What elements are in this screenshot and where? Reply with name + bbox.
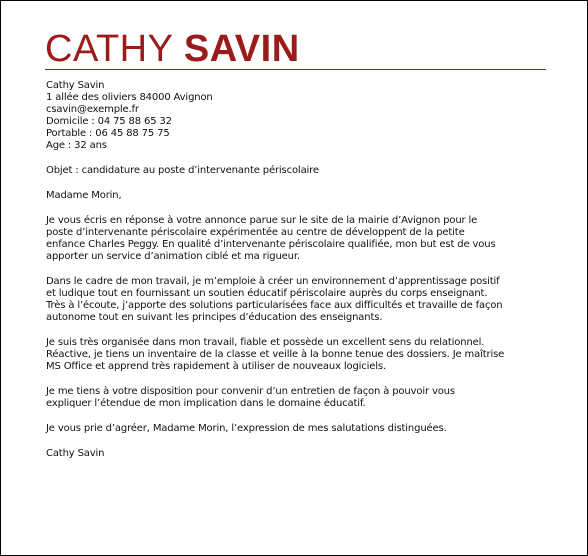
paragraph-line: Je suis très organisée dans mon travail, fiable et possède un excellent sens du relationnel. [46,337,485,348]
letter-paragraph [46,215,541,263]
letter-paragraph [46,337,541,373]
paragraph-line: Dans le cadre de mon travail, je m’emploie à créer un environnement d’apprentissage positif [46,276,500,287]
letter-body [46,80,541,460]
sender-phone-home: Domicile : 04 75 88 65 32 [46,116,172,127]
paragraph-line: enfance Charles Peggy. En qualité d’intervenante périscolaire qualifiée, mon but est de vous [46,239,496,250]
name-header [45,27,300,71]
paragraph-line: Je vous écris en réponse à votre annonce parue sur le site de la mairie d’Avignon pour le [46,215,478,226]
sender-age: Age : 32 ans [46,140,107,151]
last-name: SAVIN [183,28,300,70]
letter-closing [46,423,541,435]
letter-signature: Cathy Savin [46,448,105,459]
letter-salutation: Madame Morin, [46,190,122,201]
paragraph-line: autonome tout en suivant les principes d’éducation des enseignants. [46,312,383,323]
sender-email: csavin@exemple.fr [46,104,139,115]
sender-name: Cathy Savin [46,80,105,91]
paragraph-line: Je me tiens à votre disposition pour convenir d’un entretien de façon à pouvoir vous [46,386,455,397]
header-divider [45,69,546,70]
paragraph-line: MS Office et apprend très rapidement à utiliser de nouveaux logiciels. [46,361,386,372]
letter-subject: Objet : candidature au poste d’intervenante périscolaire [46,165,319,176]
paragraph-line: Très à l’écoute, j’apporte des solutions particularisées face aux difficultés et travaille de façon [46,300,503,311]
letter-paragraph [46,276,541,324]
sender-address: 1 allée des oliviers 84000 Avignon [46,92,213,103]
paragraph-line: et ludique tout en fournissant un soutien éducatif périscolaire auprès du corps enseignant. [46,288,488,299]
letter-paragraph [46,386,541,410]
paragraph-line: expliquer l’étendue de mon implication dans le domaine éducatif. [46,398,366,409]
paragraph-line: Je vous prie d’agréer, Madame Morin, l’expression de mes salutations distinguées. [46,423,447,434]
paragraph-line: Réactive, je tiens un inventaire de la classe et veille à la bonne tenue des dossiers. Je maîtrise [46,349,505,360]
sender-phone-mobile: Portable : 06 45 88 75 75 [46,128,170,139]
paragraph-line: poste d’intervenante périscolaire expérimentée au centre de développent de la petite [46,227,465,238]
sender-block [46,80,541,152]
paragraph-line: apporter un service d’animation ciblé et ma rigueur. [46,251,300,262]
first-name: CATHY [45,28,173,70]
